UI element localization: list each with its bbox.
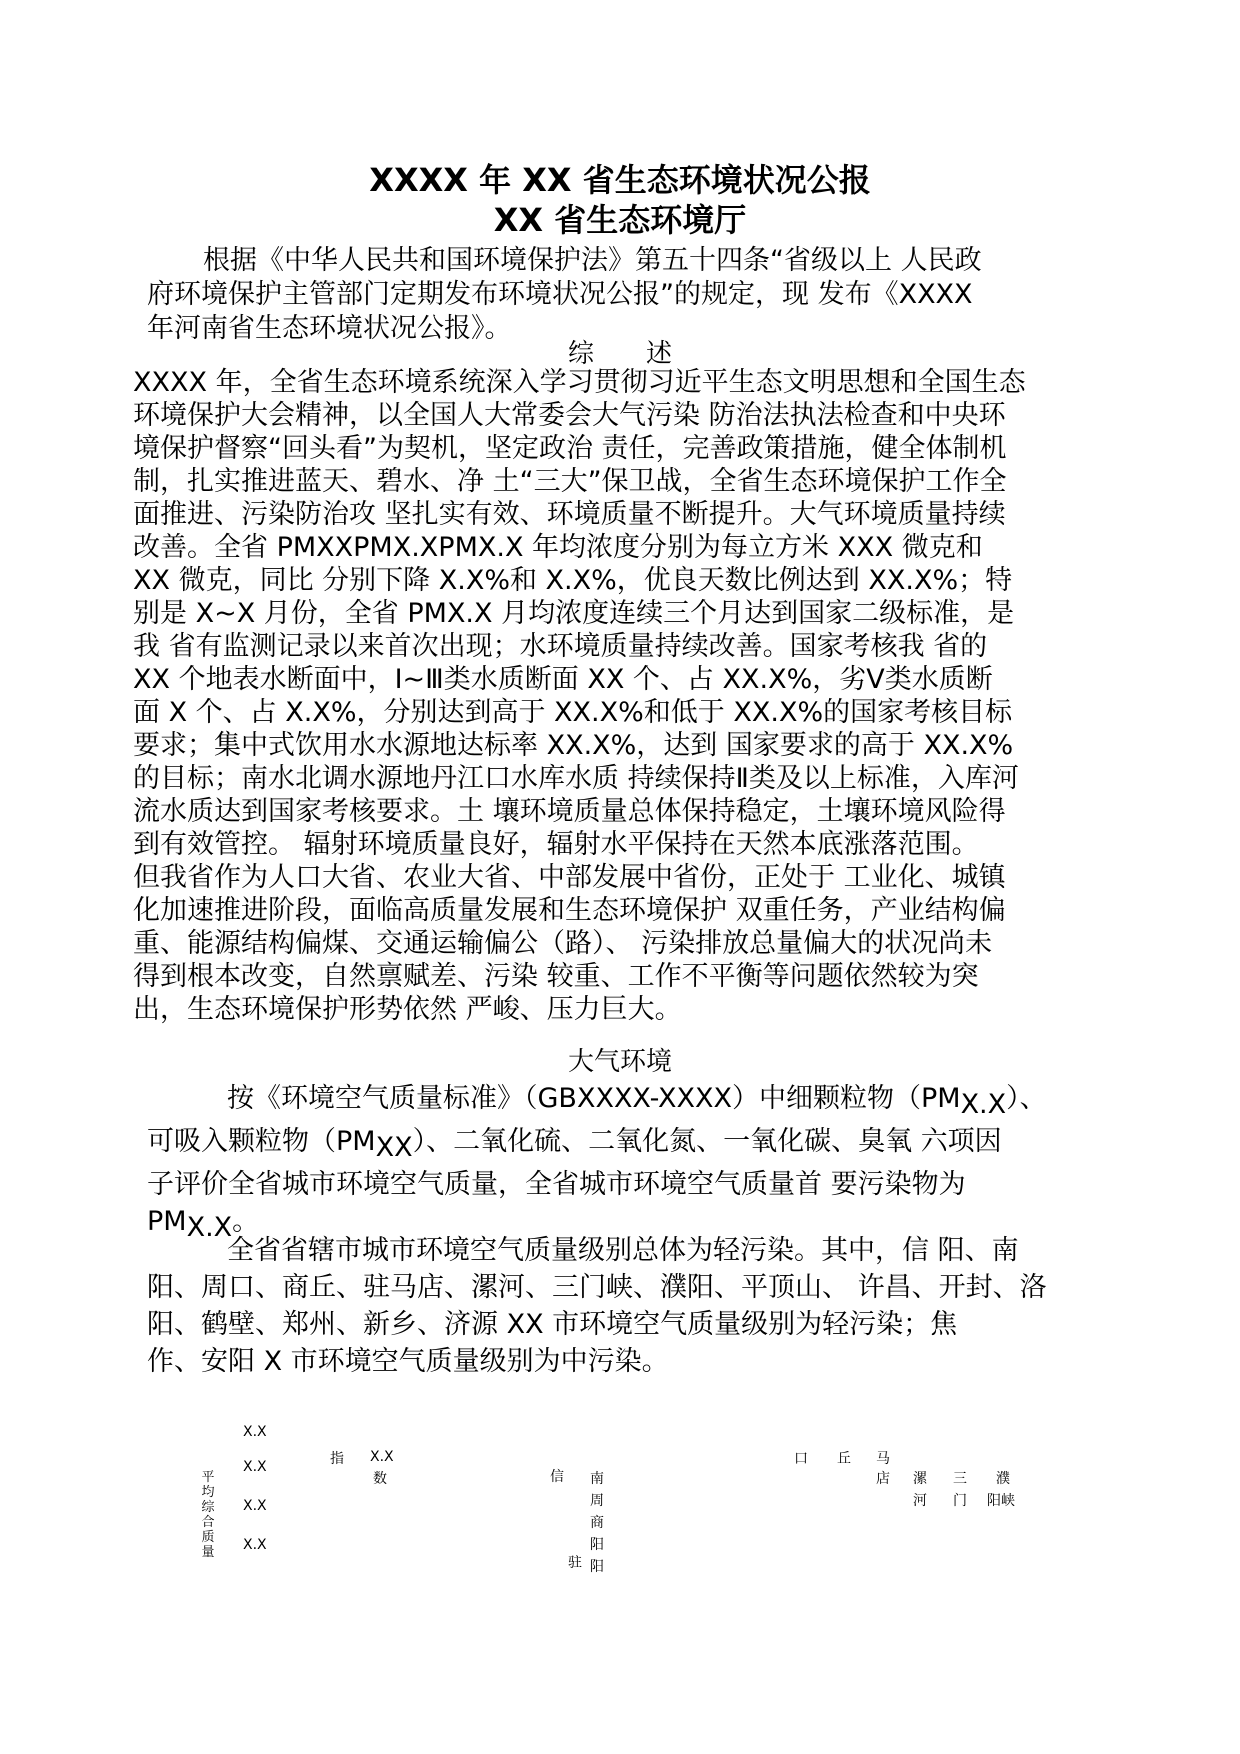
chart-city-label: 阳峡 xyxy=(987,1493,1015,1509)
overview-line: 到有效管控。 辐射环境质量良好，辐射水平保持在天然本底涨落范围。 xyxy=(133,829,979,860)
chart-city-label: 濮 xyxy=(996,1471,1010,1487)
overview-line: 面推进、污染防治攻 坚扎实有效、环境质量不断提升。大气环境质量持续 xyxy=(133,499,1006,530)
chart-y-tick: X.X xyxy=(243,1498,267,1514)
air-line: 按《环境空气质量标准》（GBXXXX-XXXX）中细颗粒物（PMX.X）、 xyxy=(227,1083,1047,1120)
overview-line: 面 X 个、占 X.X%，分别达到高于 XX.X%和低于 XX.X%的国家考核目标 xyxy=(133,697,1013,728)
chart-city-label: 漯 xyxy=(913,1471,927,1487)
overview-line: 改善。全省 PMXXPMX.XPMX.X 年均浓度分别为每立方米 XXX 微克和 xyxy=(133,532,983,563)
chart-city-label: 口 xyxy=(794,1451,808,1467)
chart-city-column: 南周商阳阳 xyxy=(590,1471,604,1575)
overview-line: 境保护督察“回头看”为契机，坚定政治 责任，完善政策措施，健全体制机 xyxy=(133,433,1007,464)
document-title: XXXX 年 XX 省生态环境状况公报 xyxy=(369,161,871,199)
overview-line: 我 省有监测记录以来首次出现；水环境质量持续改善。国家考核我 省的 xyxy=(133,631,988,662)
chart-city-label: 驻 xyxy=(568,1555,582,1571)
air-line: PMX.X。 xyxy=(147,1206,260,1243)
overview-line: XX 微克，同比 分别下降 X.X%和 X.X%，优良天数比例达到 XX.X%；特 xyxy=(133,565,1013,596)
document-issuer: XX 省生态环境厅 xyxy=(493,201,747,239)
overview-line: 要求；集中式饮用水水源地达标率 XX.X%，达到 国家要求的高于 XX.X% xyxy=(133,730,1014,761)
chart-index-unit: 数 xyxy=(373,1471,387,1487)
chart-city-label: 信 xyxy=(550,1469,564,1485)
section-heading-air: 大气环境 xyxy=(567,1047,672,1077)
section-heading-overview: 综 述 xyxy=(567,339,672,369)
chart-city-label: 马 xyxy=(876,1451,890,1467)
air-paragraph-2 xyxy=(147,1232,1047,1380)
chart-y-tick: X.X xyxy=(243,1537,267,1553)
overview-line: 流水质达到国家考核要求。土 壤环境质量总体保持稳定，土壤环境风险得 xyxy=(133,796,1006,827)
intro-line: 年河南省生态环境状况公报》。 xyxy=(147,313,512,344)
intro-line: 府环境保护主管部门定期发布环境状况公报”的规定，现 发布《XXXX xyxy=(147,279,973,310)
chart-city-label: 三 xyxy=(953,1471,967,1487)
air-line: 阳、周口、商丘、驻马店、漯河、三门峡、濮阳、平顶山、 许昌、开封、洛 xyxy=(147,1272,1047,1303)
overview-line: 重、能源结构偏煤、交通运输偏公（路）、 污染排放总量偏大的状况尚未 xyxy=(133,928,993,959)
overview-line: XXXX 年，全省生态环境系统深入学习贯彻习近平生态文明思想和全国生态 xyxy=(133,367,1026,398)
chart-index-value: X.X xyxy=(370,1449,394,1465)
overview-line: 环境保护大会精神，以全国人大常委会大气污染 防治法执法检查和中央环 xyxy=(133,400,1006,431)
chart-city-label: 门 xyxy=(953,1493,967,1509)
overview-line: 别是 X~X 月份，全省 PMX.X 月均浓度连续三个月达到国家二级标准，是 xyxy=(133,598,1015,629)
air-line: 作、安阳 X 市环境空气质量级别为中污染。 xyxy=(147,1346,669,1377)
chart-city-label: 河 xyxy=(913,1493,927,1509)
overview-paragraph xyxy=(133,366,1026,1026)
overview-line: 化加速推进阶段，面临高质量发展和生态环境保护 双重任务，产业结构偏 xyxy=(133,895,1006,926)
air-paragraph-1 xyxy=(147,1080,1047,1246)
overview-line: 的目标；南水北调水源地丹江口水库水质 持续保持Ⅱ类及以上标准，入库河 xyxy=(133,763,1019,794)
chart-city-label: 丘 xyxy=(837,1451,851,1467)
air-line: 可吸入颗粒物（PMXX）、二氧化硫、二氧化氮、一氧化碳、臭氧 六项因 xyxy=(147,1126,1002,1163)
chart-y-tick: X.X xyxy=(243,1424,267,1440)
chart-ylabel-vertical: 平均综合质量 xyxy=(201,1470,215,1560)
overview-line: 出，生态环境保护形势依然 严峻、压力巨大。 xyxy=(133,994,682,1025)
intro-line: 根据《中华人民共和国环境保护法》第五十四条“省级以上 人民政 xyxy=(203,245,982,276)
overview-line: 制，扎实推进蓝天、碧水、净 土“三大”保卫战，全省生态环境保护工作全 xyxy=(133,466,1007,497)
air-line: 子评价全省城市环境空气质量，全省城市环境空气质量首 要污染物为 xyxy=(147,1169,966,1200)
air-line: 阳、鹤壁、郑州、新乡、济源 XX 市环境空气质量级别为轻污染；焦 xyxy=(147,1309,958,1340)
overview-line: 但我省作为人口大省、农业大省、中部发展中省份，正处于 工业化、城镇 xyxy=(133,862,1006,893)
chart-city-label: 店 xyxy=(876,1471,890,1487)
chart-index-label: 指 xyxy=(330,1451,344,1467)
air-line: 全省省辖市城市环境空气质量级别总体为轻污染。其中，信 阳、南 xyxy=(227,1235,1019,1266)
intro-paragraph xyxy=(147,244,982,346)
overview-line: XX 个地表水断面中，Ⅰ~Ⅲ类水质断面 XX 个、占 XX.X%，劣Ⅴ类水质断 xyxy=(133,664,993,695)
overview-line: 得到根本改变，自然禀赋差、污染 较重、工作不平衡等问题依然较为突 xyxy=(133,961,979,992)
chart-y-tick: X.X xyxy=(243,1459,267,1475)
